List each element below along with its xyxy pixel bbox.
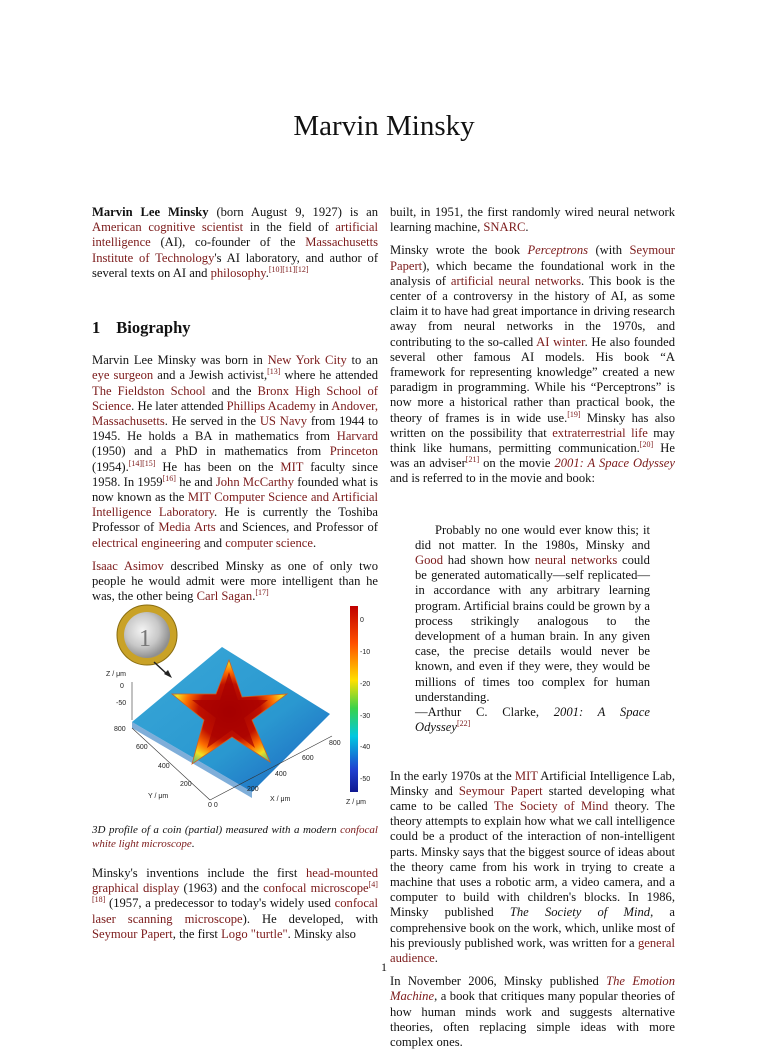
link-media-arts[interactable]: Media Arts <box>158 520 216 535</box>
link-new-york-city[interactable]: New York City <box>267 353 347 368</box>
citation-link[interactable]: [20] <box>639 439 654 449</box>
text: . <box>265 265 269 280</box>
colorbar-tick: -50 <box>360 776 371 783</box>
link-bronx-science[interactable]: Bronx High School of Science <box>92 383 379 413</box>
section-title: Biography <box>116 318 191 338</box>
link-emotion-machine[interactable]: The Emotion Machine <box>390 974 676 1004</box>
text: . <box>252 589 256 604</box>
y-tick: 400 <box>158 763 170 770</box>
link-electrical-engineering[interactable]: electrical engineering <box>92 535 201 550</box>
text: . <box>312 535 317 550</box>
text: and is referred to in the movie and book: <box>390 471 595 486</box>
text: could be generated automatically—self replicated—in accordance with any arbitrary learning program. Artificial brains could be grown by a process strikingly analogous to the development of a human brain. In any given case, the precise details would never be known, and even if they were, they would be millions of times too complex for human understanding. <box>415 553 650 704</box>
text: theory. The theory attempts to explain how what we call intelligence could be a product of the interaction of non-intelligent parts. Minsky says that the biggest source of ideas about the theory came from his work in trying to create a machine that uses a robotic arm, a video camera, and a computer to build with children's blocks. In 1986, Minsky published <box>390 798 675 920</box>
text: may think like humans, permitting communication. <box>390 425 675 456</box>
text: and a Jewish activist, <box>153 368 268 383</box>
link-neural-networks[interactable]: neural networks <box>534 553 618 568</box>
link-extraterrestrial-life[interactable]: extraterrestrial life <box>552 425 648 440</box>
society-of-mind-paragraph <box>390 769 675 967</box>
text: In the early 1970s at the <box>390 768 515 783</box>
text: . <box>434 950 438 965</box>
quote-attribution: —Arthur C. Clarke, <box>415 705 554 720</box>
text: and the <box>205 383 258 398</box>
text: . This book is the center of a controversy in the history of AI, as some claim it to have had great importance in driving research away from neural networks in the 1970s, and contributing to the so-called <box>390 273 675 349</box>
text: . <box>191 838 195 850</box>
intro-paragraph <box>92 205 378 281</box>
z-axis-label: Z / μm <box>106 671 126 678</box>
text: (1957, a predecessor to today's widely used <box>105 896 335 911</box>
text: (1950) and a PhD in mathematics from <box>92 444 330 459</box>
link-cognitive-scientist[interactable]: American cognitive scientist <box>92 220 244 235</box>
page-title: Marvin Minsky <box>293 110 475 142</box>
link-space-odyssey[interactable]: 2001: A Space Odyssey <box>554 456 675 471</box>
link-eye-surgeon[interactable]: eye surgeon <box>92 368 154 383</box>
text: he and <box>175 474 216 489</box>
citation-link[interactable]: [22] <box>456 719 471 729</box>
link-confocal-microscope[interactable]: confocal white light microscope <box>92 824 378 850</box>
link-logo-turtle[interactable]: Logo "turtle" <box>221 926 288 941</box>
citation-link[interactable]: [21] <box>465 455 480 465</box>
link-snarc[interactable]: SNARC <box>483 220 526 235</box>
page-number: 1 <box>381 960 387 974</box>
snarc-paragraph <box>390 205 675 235</box>
text: . <box>525 220 529 235</box>
colorbar-tick: -30 <box>360 713 371 720</box>
colorbar <box>350 606 358 792</box>
link-perceptrons[interactable]: Perceptrons <box>527 243 589 258</box>
y-axis-label: Y / μm <box>148 793 169 800</box>
text: built, in 1951, the first randomly wired neural network learning machine, <box>390 205 675 235</box>
left-column-bottom <box>92 866 378 950</box>
link-computer-science[interactable]: computer science <box>225 535 313 550</box>
x-tick: 800 <box>329 740 341 747</box>
text: on the movie <box>479 456 555 471</box>
text: , the first <box>172 926 222 941</box>
link-good[interactable]: Good <box>415 553 443 568</box>
z-tick: 0 <box>120 683 124 690</box>
inventions-paragraph <box>92 866 378 942</box>
link-isaac-asimov[interactable]: Isaac Asimov <box>92 558 164 573</box>
right-column <box>390 205 675 1058</box>
text: Minsky has also written on the possibility that <box>390 410 675 440</box>
text: (born August 9, 1927) is an <box>208 205 378 219</box>
text: Minsky wrote the book <box>390 243 528 258</box>
coin-label: 1 <box>139 626 151 652</box>
link-john-mccarthy[interactable]: John McCarthy <box>215 474 295 489</box>
coin-image <box>117 605 177 678</box>
biography-paragraph <box>92 353 378 551</box>
citation-link[interactable]: [14][15] <box>128 458 156 468</box>
text: . He also founded several other famous AI models. His book “A framework for representing knowledge” created a new paradigm in programming. While his “Perceptrons” is now more a historical rather than practical book, the theory of frames is in wide use. <box>390 334 675 425</box>
text: (AI), co-founder of the <box>150 235 306 250</box>
link-fieldston-school[interactable]: The Fieldston School <box>92 383 206 398</box>
text: . Minsky also <box>287 926 356 941</box>
asimov-paragraph <box>92 559 378 605</box>
text: . He served in the <box>164 414 260 429</box>
citation-link[interactable]: [16] <box>162 473 176 483</box>
figure-caption <box>92 823 378 851</box>
citation-link[interactable]: [10][11][12] <box>268 264 309 274</box>
y-tick: 800 <box>114 726 126 733</box>
text: . He is currently the Toshiba Professor of <box>92 505 378 535</box>
text: ). He developed, with <box>242 911 378 926</box>
link-harvard[interactable]: Harvard <box>336 429 378 444</box>
section-number: 1 <box>92 318 101 338</box>
text: had shown how <box>443 553 535 568</box>
link-confocal-microscope[interactable]: confocal microscope <box>263 881 369 896</box>
link-seymour-papert[interactable]: Seymour Papert <box>92 926 173 941</box>
citation-link[interactable]: [19] <box>567 409 581 419</box>
text: where he attended <box>280 368 378 383</box>
text: He was an adviser <box>390 441 675 471</box>
link-carl-sagan[interactable]: Carl Sagan <box>196 589 253 604</box>
text: Probably no one would ever know this; it did not matter. In the 1980s, Minsky and <box>415 522 650 552</box>
text: (with <box>588 243 630 258</box>
origin-label: 0 0 <box>208 802 218 809</box>
colorbar-tick: -40 <box>360 744 371 751</box>
quote-work: 2001: A Space Odyssey <box>415 705 650 735</box>
book-title: The Society of Mind <box>509 905 651 920</box>
text: He has been on the <box>155 459 281 474</box>
colorbar-tick: -20 <box>360 681 371 688</box>
text: and Sciences, and Professor of <box>215 520 378 535</box>
citation-link[interactable]: [4][18] <box>92 880 378 905</box>
link-artificial-neural-networks[interactable]: artificial neural networks <box>450 273 582 288</box>
link-mit[interactable]: MIT <box>514 768 538 783</box>
text: , a book that critiques many popular theories of how human minds work and suggests alternative theories, often replacing simple ideas with more complex ones. <box>390 989 675 1049</box>
link-ai-winter[interactable]: AI winter <box>536 334 585 349</box>
colorbar-label: Z / μm <box>346 799 366 806</box>
link-mit[interactable]: Massachusetts Institute of Technology <box>92 235 378 265</box>
text: described Minsky as one of only two people he would admit were more intelligent than he was, the other being <box>92 558 378 604</box>
link-andover[interactable]: Andover, Massachusetts <box>92 398 379 429</box>
colorbar-tick: -10 <box>360 649 371 656</box>
text: from 1944 to 1945. He holds a BA in mathematics from <box>92 414 378 444</box>
x-tick: 400 <box>275 771 287 778</box>
z-tick: -50 <box>116 700 127 707</box>
link-philosophy[interactable]: philosophy <box>210 265 266 280</box>
text: ), which became the foundational work in the analysis of <box>390 258 675 288</box>
link-mit[interactable]: MIT <box>280 459 304 474</box>
text: 3D profile of a coin (partial) measured with a modern <box>92 824 341 836</box>
x-axis-label: X / μm <box>270 796 291 803</box>
clarke-quote <box>390 523 675 736</box>
link-princeton[interactable]: Princeton <box>329 444 378 459</box>
link-csail[interactable]: MIT Computer Science and Artificial Intelligence Laboratory <box>92 490 378 520</box>
section-heading-biography <box>92 318 378 338</box>
colorbar-tick: 0 <box>360 617 364 624</box>
text: in <box>315 398 332 413</box>
perceptrons-paragraph <box>390 243 675 486</box>
link-society-of-mind[interactable]: The Society of Mind <box>493 798 609 813</box>
subject-name: Marvin Lee Minsky <box>92 205 209 219</box>
coin-profile-figure <box>92 602 382 814</box>
text: in the field of <box>243 220 336 235</box>
text: and <box>200 535 226 550</box>
coin-profile-plot <box>92 602 382 814</box>
link-seymour-papert[interactable]: Seymour Papert <box>390 243 675 273</box>
x-tick: 600 <box>302 755 314 762</box>
emotion-machine-paragraph <box>390 974 675 1050</box>
text: Artificial Intelligence Lab, Minsky and <box>390 768 675 798</box>
y-tick: 200 <box>180 781 192 788</box>
link-confocal-laser-microscope[interactable]: confocal laser scanning microscope <box>92 896 378 926</box>
text: faculty since 1958. In 1959 <box>92 459 378 489</box>
text: (1963) and the <box>179 881 264 896</box>
text: founded what is now known as the <box>92 474 379 505</box>
link-artificial-intelligence[interactable]: artificial intelligence <box>92 220 378 250</box>
link-phillips-academy[interactable]: Phillips Academy <box>226 398 316 413</box>
citation-link[interactable]: [17] <box>255 588 269 598</box>
text: . He later attended <box>131 398 227 413</box>
x-tick: 200 <box>247 786 259 793</box>
text: , a comprehensive book on the work, which, unlike most of his previously published work, was written for a <box>390 905 676 950</box>
text: In November 2006, Minsky published <box>390 974 607 989</box>
left-column-top <box>92 205 378 612</box>
text: to an <box>346 353 378 368</box>
text: Marvin Lee Minsky was born in <box>92 353 268 368</box>
link-general-audience[interactable]: general audience <box>390 935 675 965</box>
y-tick: 600 <box>136 744 148 751</box>
text: 's AI laboratory, and author of several texts on AI and <box>92 250 379 280</box>
text: (1954). <box>92 459 129 474</box>
link-us-navy[interactable]: US Navy <box>259 414 308 429</box>
text: Minsky's inventions include the first <box>92 866 306 880</box>
link-head-mounted-display[interactable]: head-mounted graphical display <box>92 866 378 896</box>
link-seymour-papert[interactable]: Seymour Papert <box>458 783 543 798</box>
text: started developing what came to be called <box>390 783 675 813</box>
citation-link[interactable]: [13] <box>267 367 281 377</box>
